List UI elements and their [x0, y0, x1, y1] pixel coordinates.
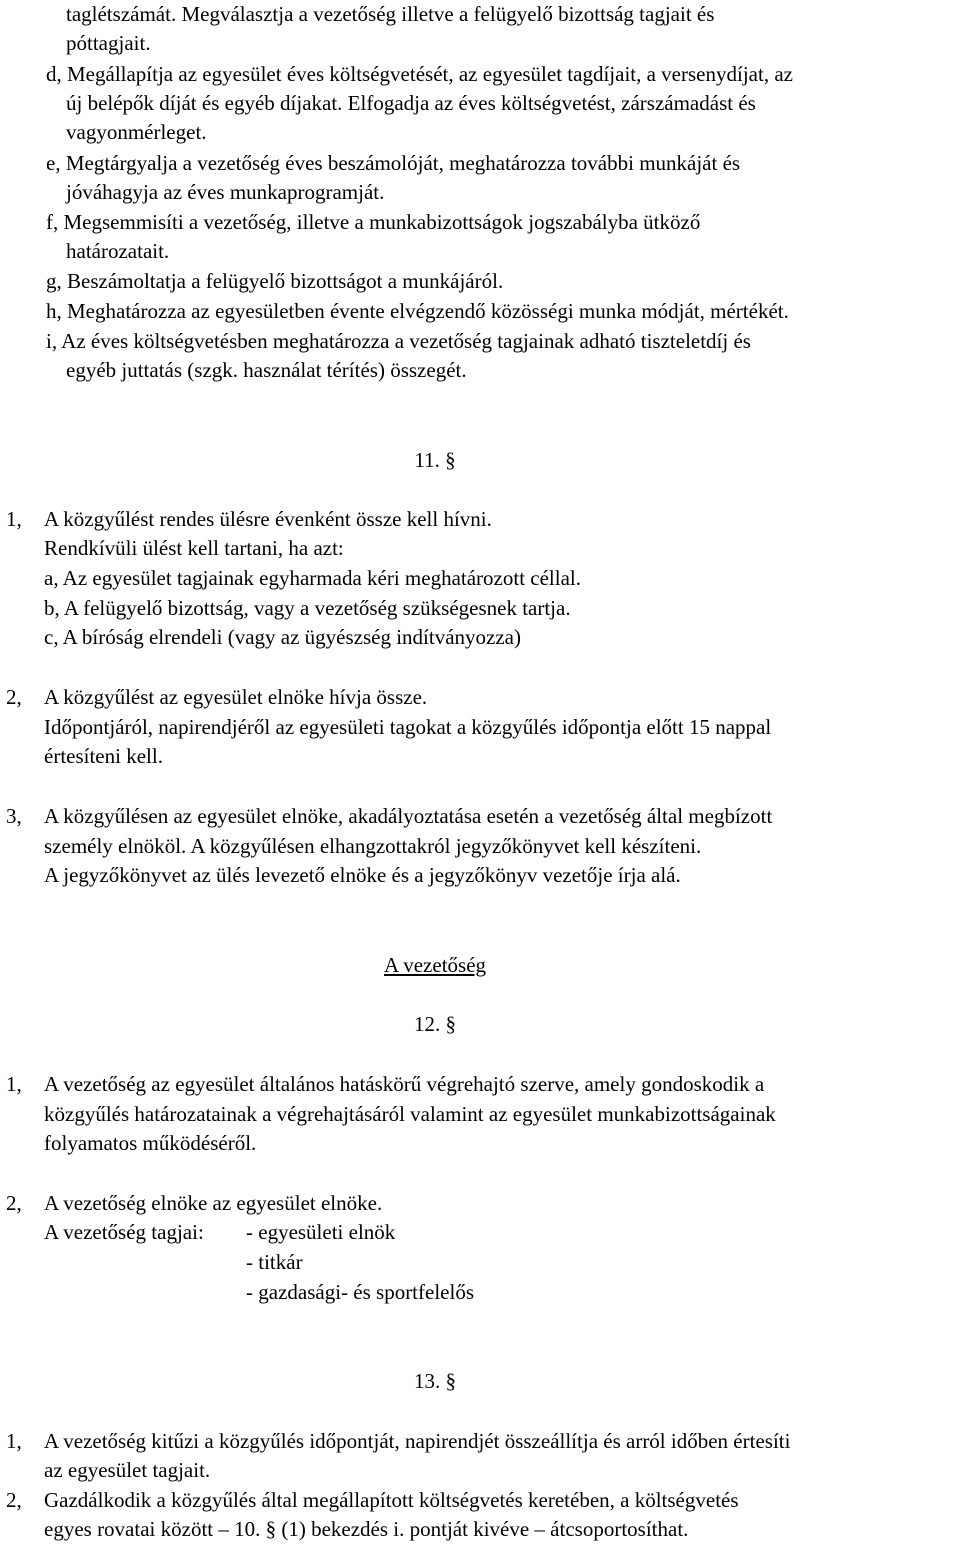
section-13-para-2-line-2: egyes rovatai között – 10. § (1) bekezdés i. pontját kivéve – átcsoportosíthat.	[44, 1517, 689, 1541]
section-13-para-2-number: 2,	[6, 1488, 22, 1512]
section-12-para-2-line-1: A vezetőség elnöke az egyesület elnöke.	[44, 1191, 383, 1215]
item-d-line-2: új belépők díját és egyéb díjakat. Elfogadja az éves költségvetést, zárszámadást és	[66, 91, 756, 115]
section-12-para-1-line-3: folyamatos működéséről.	[44, 1131, 257, 1155]
section-11-heading: 11. §	[414, 448, 456, 472]
section-11-para-1-item-c: c, A bíróság elrendeli (vagy az ügyészség indítványozza)	[44, 625, 521, 649]
section-11-para-2-line-2: Időpontjáról, napirendjéről az egyesületi tagokat a közgyűlés időpontja előtt 15 nappal	[44, 715, 772, 739]
item-e-line-1: e, Megtárgyalja a vezetőség éves beszámolóját, meghatározza további munkáját és	[46, 151, 741, 175]
item-d-line-3: vagyonmérleget.	[66, 120, 207, 144]
item-e-line-2: jóváhagyja az éves munkaprogramját.	[66, 180, 385, 204]
item-i-line-1: i, Az éves költségvetésben meghatározza a vezetőség tagjainak adható tiszteletdíj és	[46, 329, 751, 353]
section-12-para-1-line-2: közgyűlés határozatainak a végrehajtásáról valamint az egyesület munkabizottságainak	[44, 1102, 776, 1126]
section-13-para-1-line-2: az egyesület tagjait.	[44, 1458, 211, 1482]
section-12-para-1-line-1: A vezetőség az egyesület általános hatáskörű végrehajtó szerve, amely gondoskodik a	[44, 1072, 765, 1096]
item-h-line-1: h, Meghatározza az egyesületben évente elvégzendő közösségi munka módját, mértékét.	[46, 299, 789, 323]
section-13-para-1-line-1: A vezetőség kitűzi a közgyűlés időpontját, napirendjét összeállítja és arról időben értesíti	[44, 1429, 791, 1453]
section-13-para-2-line-1: Gazdálkodik a közgyűlés által megállapított költségvetés keretében, a költségvetés	[44, 1488, 739, 1512]
section-11-para-3-line-3: A jegyzőkönyvet az ülés levezető elnöke és a jegyzőkönyv vezetője írja alá.	[44, 863, 681, 887]
section-12-heading: 12. §	[414, 1012, 456, 1036]
section-11-para-2-line-1: A közgyűlést az egyesület elnöke hívja össze.	[44, 685, 428, 709]
item-f-line-2: határozatait.	[66, 239, 170, 263]
section-11-para-3-line-2: személy elnököl. A közgyűlésen elhangzottakról jegyzőkönyvet kell készíteni.	[44, 834, 702, 858]
section-11-para-1-line-1: A közgyűlést rendes ülésre évenként össze kell hívni.	[44, 507, 492, 531]
section-13-heading: 13. §	[414, 1369, 456, 1393]
section-12-member-2: - titkár	[246, 1250, 303, 1274]
section-11-para-1-item-a: a, Az egyesület tagjainak egyharmada kéri meghatározott céllal.	[44, 566, 582, 590]
section-11-para-3-number: 3,	[6, 804, 22, 828]
chapter-title: A vezetőség	[383, 953, 487, 977]
section-12-members-label: A vezetőség tagjai:	[44, 1220, 204, 1244]
section-12-para-2-number: 2,	[6, 1191, 22, 1215]
item-g-line-1: g, Beszámoltatja a felügyelő bizottságot a munkájáról.	[46, 269, 504, 293]
item-c-continuation-line-2: póttagjait.	[66, 31, 151, 55]
section-13-para-1-number: 1,	[6, 1429, 22, 1453]
section-12-member-1: - egyesületi elnök	[246, 1220, 396, 1244]
section-11-para-1-item-b: b, A felügyelő bizottság, vagy a vezetőség szükségesnek tartja.	[44, 596, 571, 620]
item-d-line-1: d, Megállapítja az egyesület éves költségvetését, az egyesület tagdíjait, a versenydíjat, az	[46, 62, 793, 86]
section-11-para-1-line-2: Rendkívüli ülést kell tartani, ha azt:	[44, 536, 344, 560]
section-11-para-2-number: 2,	[6, 685, 22, 709]
section-11-para-2-line-3: értesíteni kell.	[44, 744, 163, 768]
section-12-member-3: - gazdasági- és sportfelelős	[246, 1280, 474, 1304]
item-i-line-2: egyéb juttatás (szgk. használat térítés) összegét.	[66, 358, 467, 382]
section-12-para-1-number: 1,	[6, 1072, 22, 1096]
section-11-para-3-line-1: A közgyűlésen az egyesület elnöke, akadályoztatása esetén a vezetőség által megbízott	[44, 804, 773, 828]
item-c-continuation-line-1: taglétszámát. Megválasztja a vezetőség illetve a felügyelő bizottság tagjait és	[66, 2, 715, 26]
section-11-para-1-number: 1,	[6, 507, 22, 531]
item-f-line-1: f, Megsemmisíti a vezetőség, illetve a munkabizottságok jogszabályba ütköző	[46, 210, 701, 234]
